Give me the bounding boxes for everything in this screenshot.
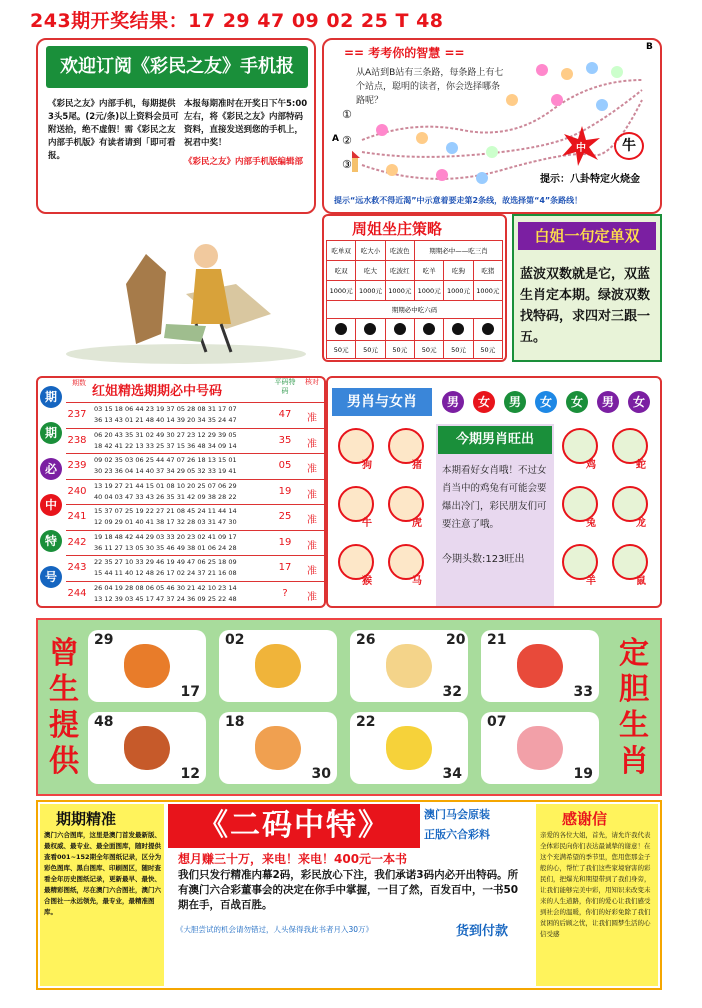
zodiac-top-number: 07 — [487, 714, 507, 730]
period-cell: 244 — [67, 587, 87, 599]
zodiac-bottom-number: 17 — [180, 684, 200, 700]
gender-pill: 女 — [473, 391, 495, 413]
period-cell: 237 — [67, 409, 87, 420]
zodiac-card — [88, 712, 206, 784]
right-animals — [560, 424, 660, 604]
cartoon-illustration — [36, 214, 316, 364]
rooster-icon — [517, 644, 563, 688]
zodiac-card — [350, 712, 468, 784]
zodiac-top-number: 48 — [94, 714, 114, 730]
period-cell: 241 — [67, 511, 87, 522]
number-line: 36 13 43 01 21 48 40 14 39 20 34 35 24 47 — [94, 416, 237, 424]
zodiac-top-number: 18 — [225, 714, 245, 730]
side-char: 中 — [40, 494, 62, 516]
zodiac-bottom-number: 19 — [573, 766, 593, 782]
number-line: 15 37 07 25 19 22 27 21 08 45 24 11 44 14 — [94, 507, 237, 515]
code-cell: 47 — [278, 409, 292, 420]
zhoujie-cell: 1000元 — [473, 281, 502, 301]
zhoujie-cell: 吃大小 — [356, 241, 385, 261]
zodiac-top-number: 29 — [94, 632, 114, 648]
horse-icon — [124, 726, 170, 770]
right-panel-title: 感谢信 — [562, 810, 608, 828]
gender-pill: 女 — [566, 391, 588, 413]
nanxiao-title: 男肖与女肖 — [332, 388, 432, 416]
subscribe-title: 欢迎订阅《彩民之友》手机报 — [46, 46, 308, 88]
side-chars — [40, 386, 64, 602]
number-line: 40 04 03 47 33 43 26 35 31 42 09 38 28 22 — [94, 492, 237, 501]
dragon-icon — [255, 644, 301, 688]
zodiac-animal — [610, 486, 652, 536]
check-cell: 准 — [307, 438, 317, 450]
check-cell: 准 — [307, 489, 317, 501]
zodiac-cards — [88, 630, 612, 790]
hongjie-title: 红姐精选期期必中号码 — [92, 384, 223, 399]
quiz-b-label: B — [646, 42, 653, 52]
number-line: 09 02 35 03 06 25 44 47 07 26 18 13 15 01 — [94, 456, 237, 464]
zhoujie-cell: 1000元 — [327, 281, 356, 301]
zodiac-top-number: 21 — [487, 632, 507, 648]
animal-name: 羊 — [586, 576, 596, 587]
black-dot-icon — [335, 323, 347, 335]
number-row — [66, 453, 324, 479]
zodiac-animal — [336, 428, 378, 478]
slogan: 想月赚三十万，来电！来电！400元一本书 — [178, 852, 408, 866]
left-animals — [336, 424, 432, 604]
zodiac-right-char: 定 — [619, 636, 649, 671]
code-cell: 05 — [278, 460, 292, 471]
number-row — [66, 555, 324, 581]
banner-side-1: 澳门马会原装 — [424, 808, 490, 821]
quiz-center-char: 中 — [576, 143, 586, 154]
zhoujie-cell: 1000元 — [414, 281, 443, 301]
number-line: 15 44 11 40 12 48 26 17 02 24 37 21 16 08 — [94, 569, 237, 577]
zodiac-animal — [386, 428, 428, 478]
quiz-label-2: ② — [342, 134, 352, 147]
number-line: 12 09 29 01 40 41 38 17 32 28 03 31 47 30 — [94, 518, 237, 526]
number-line: 22 35 27 10 33 29 46 19 49 47 06 25 18 09 — [94, 558, 237, 566]
zhoujie-cell: 吃单双 — [327, 241, 356, 261]
zodiac-animal — [386, 486, 428, 536]
animal-name: 猪 — [412, 460, 422, 471]
zodiac-bottom-number: 12 — [180, 766, 200, 782]
side-char: 必 — [40, 458, 62, 480]
number-row — [66, 479, 324, 505]
number-line: 19 18 48 42 44 29 03 33 20 23 02 41 09 17 — [94, 532, 237, 541]
zodiac-left-char: 曾 — [49, 636, 79, 671]
zodiac-left-char: 生 — [49, 672, 79, 707]
side-char: 特 — [40, 530, 62, 552]
zodiac-animal — [336, 544, 378, 594]
number-line: 36 11 27 13 05 30 35 46 49 38 01 06 24 28 — [94, 543, 237, 552]
zhoujie-cell: 吃波红 — [385, 261, 414, 281]
number-row — [66, 402, 324, 428]
hongjie-rows — [66, 402, 324, 606]
nanxiao-center-title: 今期男肖旺出 — [438, 426, 552, 454]
black-dot-icon — [452, 323, 464, 335]
zhoujie-cell: 吃双 — [327, 261, 356, 281]
zodiac-bottom-number: 32 — [442, 684, 462, 700]
pig-icon — [517, 726, 563, 770]
body-text: 我们只发行精准内幕2码，彩民放心下注，我们承诺3码内必开出特码。所有澳门六合彩董事会的决定在你手中掌握，一目了然，百发百中，一书50期在手，百战百胜。 — [178, 869, 519, 911]
banner-title: 《二码中特》 — [168, 804, 420, 848]
gender-pill: 女 — [628, 391, 650, 413]
period-cell: 238 — [67, 434, 87, 446]
black-dot-icon — [364, 323, 376, 335]
side-char: 号 — [40, 566, 62, 588]
period-cell: 240 — [67, 485, 87, 497]
rat-icon — [255, 726, 301, 770]
period-cell: 239 — [67, 460, 87, 471]
right-panel-text: 亲爱的各位大姐，首先，请允许我代表全体彩民向你们表达最诚挚的谢意！在这个充满希望的季节里，您用您那金子般的心，帮忙了我们这些家境窘害的彩民们，把爆光和期望带到了我们身旁，让我们能够完美中彩，用知识来改变未来的人生道路，你们的爱心让我们感受到社会的温暖，你们的好彩免除了我们贫困的后顾之忧，让我们圆梦生活的心信受感 — [540, 831, 651, 938]
quiz-a-label: A — [332, 134, 339, 144]
zodiac-right-char: 生 — [619, 708, 649, 743]
zodiac-bottom-number: 30 — [311, 766, 331, 782]
code-cell: 35 — [278, 434, 292, 446]
col-code-header: 平码特码 — [274, 378, 296, 395]
zhoujie-cell: 1000元 — [385, 281, 414, 301]
zodiac-animal — [560, 486, 602, 536]
zodiac-card — [219, 630, 337, 702]
col-period-header: 期数 — [72, 379, 86, 387]
zhoujie-cell: 50元 — [414, 341, 443, 359]
number-line: 13 19 27 21 44 15 01 08 10 20 25 07 06 29 — [94, 481, 237, 490]
zodiac-left-char: 提 — [49, 708, 79, 743]
number-row — [66, 581, 324, 607]
animal-name: 鼠 — [636, 576, 646, 587]
animal-name: 牛 — [362, 518, 372, 529]
side-char: 期 — [40, 386, 62, 408]
black-dot-icon — [394, 323, 406, 335]
gender-pill: 女 — [535, 391, 557, 413]
quiz-answer-char: 牛 — [614, 132, 644, 160]
code-cell: 19 — [278, 536, 292, 548]
zodiac-animal — [610, 544, 652, 594]
zodiac-right-char: 肖 — [619, 744, 649, 779]
period-cell: 243 — [67, 562, 87, 573]
subscribe-right-text: 本报每期准时在开奖日下午5:00左右，将《彩民之友》内部特码资料，直接发送到您的手机上，祝君中奖！ — [184, 99, 308, 148]
zodiac-animal — [560, 428, 602, 478]
zodiac-right-char: 胆 — [619, 672, 649, 707]
quiz-question: 从A站到B站有三条路，每条路上有七个站点，聪明的读者，你会选择哪条路呢？ — [356, 68, 504, 106]
chick-icon — [386, 726, 432, 770]
number-line: 30 23 36 04 14 40 37 34 29 05 32 33 19 41 — [94, 467, 237, 475]
number-line: 06 20 43 35 31 02 49 30 27 23 12 29 39 05 — [94, 430, 237, 439]
zodiac-left-chars — [44, 636, 84, 780]
zodiac-animal — [336, 486, 378, 536]
banner-side-2: 正版六合彩料 — [424, 828, 490, 841]
result-header: 243期开奖结果：17 29 47 09 02 25 T 48 — [30, 10, 444, 32]
quiz-label-3: ③ — [342, 158, 352, 171]
zhoujie-cell: 50元 — [473, 341, 502, 359]
black-dot-icon — [423, 323, 435, 335]
period-cell: 242 — [67, 536, 87, 548]
quiz-footer: 提示“远水救不得近渴”中示意着要走第2条线，故选择第“4”条路线！ — [334, 196, 583, 205]
check-cell: 准 — [307, 515, 317, 526]
zodiac-bottom-number: 33 — [573, 684, 593, 700]
zhoujie-cell: 吃羊 — [414, 261, 443, 281]
code-cell: ? — [282, 587, 288, 599]
animal-name: 龙 — [636, 518, 646, 529]
check-cell: 准 — [307, 540, 317, 552]
animal-name: 蛇 — [636, 460, 646, 471]
zodiac-card — [219, 712, 337, 784]
animal-name: 狗 — [362, 460, 372, 471]
zhoujie-cell: 吃猪 — [473, 261, 502, 281]
footnote: 《大胆尝试的机会请勿错过，人头保得我此书者月入30万》 — [176, 925, 374, 934]
animal-name: 鸡 — [586, 460, 596, 471]
check-cell: 准 — [307, 566, 317, 577]
zodiac-animal — [386, 544, 428, 594]
nanxiao-center-text: 本期看好女肖哦！不过女肖当中的鸡兔有可能会要爆出冷门，彩民朋友们可要注意了哦。 — [442, 465, 547, 530]
zhoujie-cell: 吃波色 — [385, 241, 414, 261]
zodiac-animal — [560, 544, 602, 594]
zodiac-card — [481, 712, 599, 784]
black-dot-icon — [482, 323, 494, 335]
gender-pills — [442, 390, 662, 414]
code-cell: 17 — [278, 562, 292, 573]
zodiac-card — [350, 630, 468, 702]
side-char: 期 — [40, 422, 62, 444]
gender-pill: 男 — [442, 391, 464, 413]
zodiac-animal — [610, 428, 652, 478]
zhoujie-cell: 1000元 — [444, 281, 473, 301]
zhoujie-cell: 1000元 — [356, 281, 385, 301]
zodiac-top-number: 22 — [356, 714, 376, 730]
animal-name: 马 — [412, 576, 422, 587]
gender-pill: 男 — [504, 391, 526, 413]
zodiac-top-number: 26 — [356, 632, 376, 648]
zhoujie-cell: 50元 — [356, 341, 385, 359]
code-cell: 19 — [278, 485, 292, 497]
col-check-header: 核对 — [305, 378, 319, 386]
number-line: 26 04 19 28 08 06 05 46 30 21 42 10 23 14 — [94, 583, 237, 592]
left-panel-text: 澳门六合图库，这里是澳门首发最新版、最权威、最专业、最全面图库，随时提供查看001~152期全年图纸记录，区分为彩色图库、黑白图库、印刷图区，随时查看全年历史图纸记录，更新最早、最快、最精彩图纸，尽在澳门六合图社，澳门六合图社一永远领先，最专业，最精准图库。 — [44, 831, 162, 916]
nanxiao-center-count: 今期头数:123旺出 — [442, 554, 525, 565]
animal-name: 猴 — [362, 576, 372, 587]
quiz-hint: 提示：八卦特定火烧金 — [540, 174, 640, 185]
number-line: 13 12 39 03 45 17 47 37 24 36 09 25 22 48 — [94, 594, 237, 603]
quiz-label-1: ① — [342, 108, 352, 121]
zhoujie-title: 周姐坐庄策略 — [352, 220, 443, 238]
left-panel-title: 期期精准 — [56, 810, 117, 828]
zodiac-top-number: 02 — [225, 632, 245, 648]
animal-name: 兔 — [586, 518, 596, 529]
quiz-title: == 考考你的智慧 == — [344, 46, 465, 60]
subscribe-left-text: 《彩民之友》内部手机，每期提供3头5尾。(2元/条)以上资料会员可附送拾，绝不虚假！需《彩民之友内部手机版》有读者请到「即可看报。 — [48, 99, 179, 161]
zhoujie-table — [326, 240, 503, 359]
baijie-title: 白姐一句定单双 — [518, 222, 656, 250]
zodiac-card — [88, 630, 206, 702]
baijie-text: 蓝波双数就是它，双蓝生肖定本期。绿波双数找特码，求四对三跟一五。 — [520, 267, 651, 345]
check-cell: 准 — [307, 413, 317, 424]
zhoujie-cell: 50元 — [444, 341, 473, 359]
code-cell: 25 — [278, 511, 292, 522]
zodiac-bottom-number: 34 — [442, 766, 462, 782]
zodiac-card — [481, 630, 599, 702]
number-row — [66, 504, 324, 530]
number-row — [66, 530, 324, 556]
subscribe-sign: 《彩民之友》内部手机版编辑部 — [184, 157, 304, 167]
check-cell: 准 — [307, 464, 317, 475]
zhoujie-cell: 吃大 — [356, 261, 385, 281]
zodiac-left-char: 供 — [49, 744, 79, 779]
cod-label: 货到付款 — [456, 924, 509, 939]
zhoujie-cell: 50元 — [385, 341, 414, 359]
zhoujie-cell: 吃狗 — [444, 261, 473, 281]
gender-pill: 男 — [597, 391, 619, 413]
zhoujie-cell: 50元 — [327, 341, 356, 359]
ox-icon — [124, 644, 170, 688]
number-line: 03 15 18 06 44 23 19 37 05 28 08 31 17 07 — [94, 405, 237, 413]
check-cell: 准 — [307, 591, 317, 603]
zodiac-right-chars — [614, 636, 654, 780]
zodiac-top-number: 20 — [446, 632, 466, 648]
zhoujie-cell: 期期必中吃六码 — [327, 301, 503, 319]
number-row — [66, 428, 324, 454]
number-line: 18 42 41 22 13 33 25 37 15 36 48 34 09 14 — [94, 441, 237, 450]
animal-name: 虎 — [412, 518, 422, 529]
zhoujie-cell: 期期必中——吃三肖 — [414, 241, 502, 261]
